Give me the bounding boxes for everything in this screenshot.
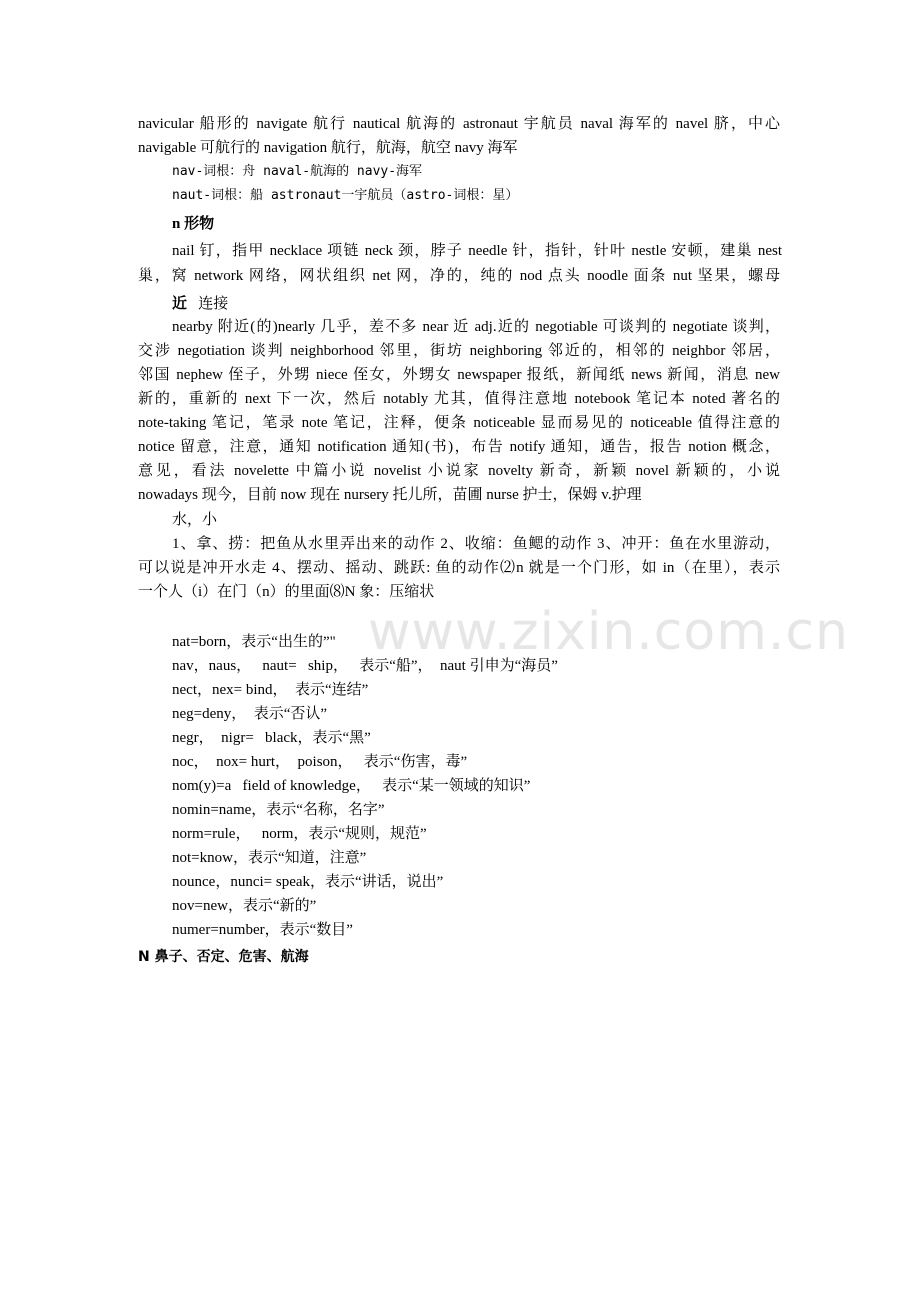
root-naut-line: naut-词根：船 astronaut一宇航员（astro-词根：星） (172, 188, 519, 203)
water-desc-line-1: 1、拿、捞：把鱼从水里弄出来的动作 2、收缩：鱼鳃的动作 3、冲开：鱼在水里游动， (172, 536, 780, 552)
heading-n-shape: n 形物 (172, 216, 215, 232)
heading-near (172, 293, 228, 315)
water-desc-line-3: 一个人（i）在门（n）的里面⑻N 象：压缩状 (138, 584, 435, 600)
summary-line: N 鼻子、否定、危害、航海 (138, 949, 309, 965)
near-words-line-4: 新的，重新的 next 下一次，然后 notably 尤其，值得注意地 notebook 笔记本 noted 著名的 (138, 391, 780, 407)
root-entry: neg=deny， 表示“否认” (172, 706, 328, 722)
nail-words-line-1: nail 钉，指甲 necklace 项链 neck 颈，脖子 needle 针，指针，针叶 nestle 安顿，建巢 nest (172, 243, 782, 259)
root-nav-line: nav-词根：舟 naval-航海的 navy-海军 (172, 164, 423, 179)
nail-words-line-2: 巢，窝 network 网络，网状组织 net 网，净的，纯的 nod 点头 noodle 面条 nut 坚果，螺母 (138, 268, 780, 284)
heading-water: 水，小 (172, 512, 218, 528)
root-entry: not=know，表示“知道，注意” (172, 850, 367, 866)
root-entry: nat=born，表示“出生的”" (172, 634, 336, 650)
near-words-line-2: 交涉 negotiation 谈判 neighborhood 邻里，街坊 neighboring 邻近的，相邻的 neighbor 邻居， (138, 343, 780, 359)
near-words-line-5: note-taking 笔记，笔录 note 笔记，注释，便条 noticeable 显而易见的 noticeable 值得注意的 (138, 415, 780, 431)
heading-near-rest: 连接 (198, 296, 229, 312)
watermark: www.zixin.com.cn (368, 602, 849, 662)
near-words-line-1: nearby 附近(的)nearly 几乎，差不多 near 近 adj.近的 negotiable 可谈判的 negotiate 谈判， (172, 319, 780, 335)
root-entry: nect，nex= bind， 表示“连结” (172, 682, 369, 698)
near-words-line-3: 邻国 nephew 侄子，外甥 niece 侄女，外甥女 newspaper 报纸，新闻纸 news 新闻，消息 new (138, 367, 780, 383)
heading-near-bold: 近 (172, 296, 188, 312)
root-entry: nounce，nunci= speak，表示“讲话，说出” (172, 874, 444, 890)
near-words-line-6: notice 留意，注意，通知 notification 通知(书)，布告 notify 通知，通告，报告 notion 概念， (138, 439, 780, 455)
root-entry: nav，naus， naut= ship， 表示“船”， naut 引申为“海员” (172, 658, 558, 674)
root-entry: nom(y)=a field of knowledge， 表示“某一领域的知识” (172, 778, 531, 794)
near-words-line-7: 意见，看法 novelette 中篇小说 novelist 小说家 novelty 新奇，新颖 novel 新颖的，小说 (138, 463, 780, 479)
root-entry: numer=number，表示“数目” (172, 922, 353, 938)
near-words-line-8: nowadays 现今，目前 now 现在 nursery 托儿所，苗圃 nurse 护士，保姆 v.护理 (138, 487, 642, 503)
root-entry: negr， nigr= black，表示“黑” (172, 730, 371, 746)
root-entry: nomin=name，表示“名称，名字” (172, 802, 385, 818)
root-entry: noc， nox= hurt， poison， 表示“伤害，毒” (172, 754, 468, 770)
nav-words-line-1: navicular 船形的 navigate 航行 nautical 航海的 astronaut 宇航员 naval 海军的 navel 脐，中心 (138, 116, 780, 132)
nav-words-line-2: navigable 可航行的 navigation 航行，航海，航空 navy 海军 (138, 140, 518, 156)
root-entry: norm=rule， norm，表示“规则，规范” (172, 826, 427, 842)
root-entry: nov=new，表示“新的” (172, 898, 317, 914)
water-desc-line-2: 可以说是冲开水走 4、摆动、摇动、跳跃: 鱼的动作⑵n 就是一个门形，如 in（在里），表示 (138, 560, 780, 576)
